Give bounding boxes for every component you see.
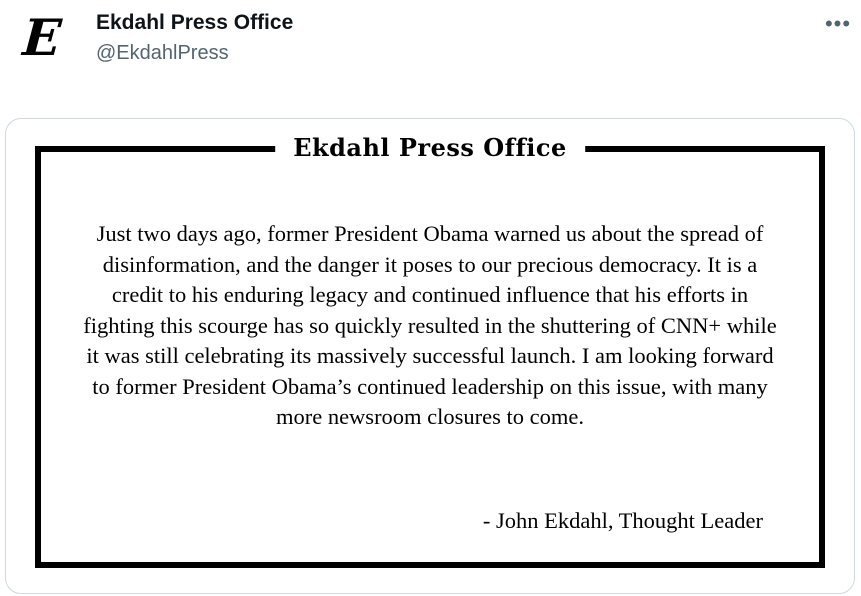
user-handle[interactable]: @EkdahlPress — [96, 42, 229, 64]
avatar[interactable] — [12, 8, 72, 68]
press-release-title: Ekdahl Press Office — [275, 132, 585, 164]
press-release-body: Just two days ago, former President Obama warned us about the spread of disinformation, and the danger it poses to our precious democracy. It is a credit to his enduring legacy and continued influence that his efforts in fighting this scourge has so quickly resulted in the shuttering of CNN+ while it was still celebrating its massively successful launch. I am looking forward to former President Obama’s continued leadership on this issue, with many more newsroom closures to come. — [83, 221, 777, 429]
avatar-logo-icon: E — [20, 8, 64, 67]
press-release-signature: - John Ekdahl, Thought Leader — [482, 508, 763, 533]
more-options-button[interactable] — [823, 12, 853, 36]
tweet-media-image[interactable] — [5, 118, 855, 594]
more-icon: ••• — [824, 11, 852, 36]
tweet-header — [96, 10, 293, 66]
press-release-frame — [35, 133, 825, 568]
display-name[interactable]: Ekdahl Press Office — [96, 11, 294, 34]
